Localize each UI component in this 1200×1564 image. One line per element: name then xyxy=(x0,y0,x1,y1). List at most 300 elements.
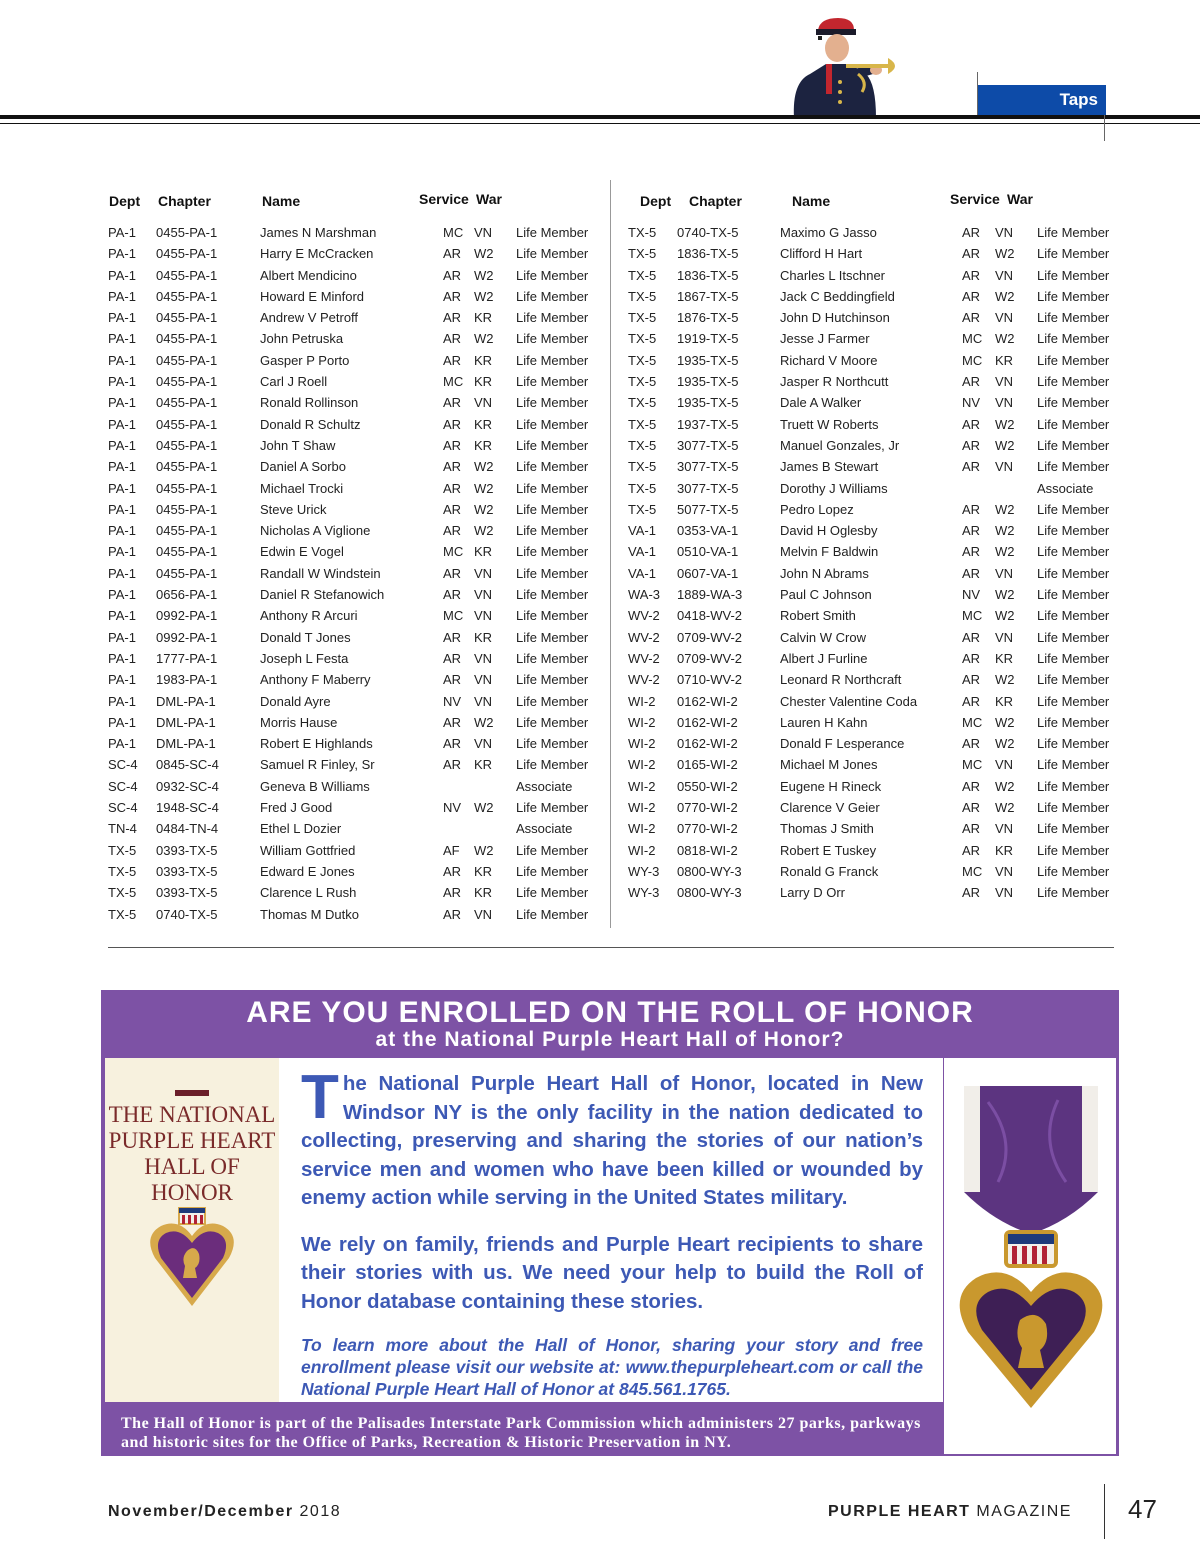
cell-dept: TX-5 xyxy=(628,374,657,390)
cell-chapter: 0484-TN-4 xyxy=(156,821,219,837)
cell-membership: Life Member xyxy=(516,863,589,879)
cell-chapter: 0393-TX-5 xyxy=(156,863,218,879)
bugler-icon xyxy=(780,12,905,118)
cell-war: KR xyxy=(995,650,1014,666)
table-row xyxy=(108,457,613,478)
header-dept: Dept xyxy=(109,193,141,209)
cell-dept: TX-5 xyxy=(628,310,657,326)
cell-name: John T Shaw xyxy=(260,437,336,453)
cell-membership: Life Member xyxy=(516,757,589,773)
cell-service: MC xyxy=(443,374,464,390)
cell-membership: Life Member xyxy=(516,374,589,390)
cell-chapter: 0455-PA-1 xyxy=(156,374,218,390)
cell-membership: Life Member xyxy=(516,906,589,922)
cell-name: Charles L Itschner xyxy=(780,267,886,283)
table-row xyxy=(628,436,1133,457)
cell-dept: WI-2 xyxy=(628,757,656,773)
cell-service: AR xyxy=(962,778,981,794)
cell-war: VN xyxy=(995,459,1014,475)
cell-war: VN xyxy=(995,310,1014,326)
cell-dept: PA-1 xyxy=(108,480,136,496)
cell-membership: Life Member xyxy=(1037,416,1110,432)
cell-war: VN xyxy=(995,629,1014,645)
cell-membership: Life Member xyxy=(516,736,589,752)
cell-dept: PA-1 xyxy=(108,608,136,624)
table-row xyxy=(108,606,613,627)
cell-dept: WI-2 xyxy=(628,714,656,730)
cell-dept: WI-2 xyxy=(628,821,656,837)
cell-membership: Life Member xyxy=(516,587,589,603)
cell-membership: Life Member xyxy=(516,523,589,539)
cell-chapter: 0418-WV-2 xyxy=(677,608,743,624)
cell-membership: Life Member xyxy=(516,331,589,347)
cell-name: Maximo G Jasso xyxy=(780,225,877,240)
cell-chapter: 1983-PA-1 xyxy=(156,672,218,688)
cell-chapter: 0992-PA-1 xyxy=(156,629,218,645)
table-row xyxy=(628,244,1133,265)
table-row xyxy=(108,883,613,904)
cell-chapter: 1777-PA-1 xyxy=(156,650,218,666)
cell-chapter: 0455-PA-1 xyxy=(156,331,218,347)
cell-war: W2 xyxy=(995,778,1015,794)
cell-name: Nicholas A Viglione xyxy=(260,523,371,539)
cell-chapter: 0162-WI-2 xyxy=(677,736,738,752)
table-row xyxy=(108,308,613,329)
cell-membership: Associate xyxy=(1037,480,1094,496)
cell-membership: Life Member xyxy=(1037,778,1110,794)
issue-date xyxy=(108,1503,341,1521)
cell-name: Jack C Beddingfield xyxy=(780,288,895,304)
cell-chapter: 0800-WY-3 xyxy=(677,863,742,879)
table-row xyxy=(108,819,613,840)
table-row xyxy=(108,585,613,606)
cell-name: Steve Urick xyxy=(260,501,327,517)
cell-war: KR xyxy=(995,352,1014,368)
header-service: Service xyxy=(419,191,469,207)
cell-service: MC xyxy=(962,714,983,730)
table-row xyxy=(108,479,613,500)
cell-chapter: 0455-PA-1 xyxy=(156,310,218,326)
cell-dept: PA-1 xyxy=(108,246,136,262)
cell-chapter: 0818-WI-2 xyxy=(677,842,738,858)
cell-dept: TX-5 xyxy=(628,416,657,432)
cell-war: W2 xyxy=(995,331,1015,347)
table-row xyxy=(628,628,1133,649)
cell-membership: Life Member xyxy=(516,288,589,304)
cell-dept: TX-5 xyxy=(628,331,657,347)
cell-chapter: 0710-WV-2 xyxy=(677,672,743,688)
cell-chapter: 0455-PA-1 xyxy=(156,480,218,496)
cell-dept: PA-1 xyxy=(108,501,136,517)
cell-dept: WI-2 xyxy=(628,778,656,794)
cell-service: AR xyxy=(962,501,981,517)
cell-chapter: 0393-TX-5 xyxy=(156,885,218,901)
table-bottom-rule xyxy=(108,947,1114,948)
cell-membership: Life Member xyxy=(516,480,589,496)
cell-service: AR xyxy=(443,480,462,496)
cell-name: Gasper P Porto xyxy=(260,352,350,368)
cell-service: AR xyxy=(443,885,462,901)
cell-service: AR xyxy=(962,565,981,581)
cell-chapter: DML-PA-1 xyxy=(156,714,216,730)
cell-membership: Life Member xyxy=(1037,736,1110,752)
table-row xyxy=(628,798,1133,819)
cell-membership: Life Member xyxy=(1037,587,1110,603)
cell-chapter: 0709-WV-2 xyxy=(677,629,743,645)
cell-dept: TX-5 xyxy=(108,842,137,858)
cell-membership: Life Member xyxy=(1037,565,1110,581)
cell-name: Clarence L Rush xyxy=(260,885,357,901)
cell-service: MC xyxy=(962,757,983,773)
cell-service: AR xyxy=(443,310,462,326)
cell-war: VN xyxy=(995,757,1014,773)
cell-membership: Life Member xyxy=(516,310,589,326)
cell-dept: VA-1 xyxy=(628,544,656,560)
cell-membership: Life Member xyxy=(516,437,589,453)
cell-chapter: 0607-VA-1 xyxy=(677,565,739,581)
table-row xyxy=(628,500,1133,521)
table-row xyxy=(108,244,613,265)
cell-war: W2 xyxy=(995,800,1015,816)
cell-service: AR xyxy=(962,374,981,390)
cell-war: KR xyxy=(474,352,493,368)
ad-paragraph-3: To learn more about the Hall of Honor, sharing your story and free enrollment please visit our website at: www.thepurpleheart.com or call the National Purple Heart Hall of Honor at 845.561.1765. xyxy=(301,1335,923,1399)
cell-war: KR xyxy=(474,310,493,326)
cell-dept: SC-4 xyxy=(108,757,138,773)
cell-service: NV xyxy=(443,800,462,816)
cell-dept: TX-5 xyxy=(628,267,657,283)
header-service: Service xyxy=(950,191,1000,207)
cell-chapter: 0455-PA-1 xyxy=(156,459,218,475)
cell-name: Fred J Good xyxy=(260,800,333,816)
cell-dept: PA-1 xyxy=(108,225,136,240)
cell-service: MC xyxy=(443,608,464,624)
cell-chapter: 1948-SC-4 xyxy=(156,800,219,816)
cell-war: W2 xyxy=(474,842,494,858)
magazine-name xyxy=(828,1503,1072,1521)
footer-divider xyxy=(1104,1484,1105,1539)
table-row xyxy=(108,564,613,585)
purple-heart-icon xyxy=(147,1206,237,1311)
cell-membership: Life Member xyxy=(1037,459,1110,475)
cell-war: KR xyxy=(474,416,493,432)
cell-membership: Life Member xyxy=(516,352,589,368)
table-row xyxy=(108,542,613,563)
cell-dept: WI-2 xyxy=(628,842,656,858)
cell-membership: Life Member xyxy=(516,608,589,624)
table-row xyxy=(628,670,1133,691)
table-row xyxy=(108,841,613,862)
cell-dept: PA-1 xyxy=(108,629,136,645)
table-row xyxy=(108,670,613,691)
table-row xyxy=(628,479,1133,500)
cell-war: VN xyxy=(474,225,493,240)
table-row xyxy=(628,308,1133,329)
cell-war: W2 xyxy=(474,288,494,304)
cell-membership: Life Member xyxy=(516,544,589,560)
cell-service: AR xyxy=(962,842,981,858)
magazine-name-bold: PURPLE HEART xyxy=(828,1503,971,1520)
cell-membership: Life Member xyxy=(1037,608,1110,624)
cell-service: AR xyxy=(443,246,462,262)
cell-name: Jasper R Northcutt xyxy=(780,374,889,390)
cell-war: W2 xyxy=(995,544,1015,560)
cell-chapter: 0510-VA-1 xyxy=(677,544,739,560)
table-row xyxy=(628,521,1133,542)
table-row xyxy=(108,521,613,542)
cell-war: VN xyxy=(474,395,493,411)
table-row xyxy=(628,329,1133,350)
cell-membership: Life Member xyxy=(1037,757,1110,773)
table-row xyxy=(628,692,1133,713)
table-header xyxy=(628,185,1133,223)
cell-dept: PA-1 xyxy=(108,352,136,368)
table-header xyxy=(108,185,613,223)
cell-chapter: 0393-TX-5 xyxy=(156,842,218,858)
cell-membership: Life Member xyxy=(1037,352,1110,368)
table-row xyxy=(628,564,1133,585)
cell-war: VN xyxy=(474,693,493,709)
cell-service: MC xyxy=(962,331,983,347)
header-rule xyxy=(0,115,1200,119)
cell-service: MC xyxy=(962,863,983,879)
cell-dept: WY-3 xyxy=(628,863,660,879)
cell-chapter: 1836-TX-5 xyxy=(677,267,739,283)
cell-war: VN xyxy=(995,225,1014,240)
header-chapter: Chapter xyxy=(689,193,742,209)
cell-name: Dale A Walker xyxy=(780,395,862,411)
cell-war: W2 xyxy=(474,523,494,539)
cell-name: Geneva B Williams xyxy=(260,778,370,794)
cell-dept: PA-1 xyxy=(108,288,136,304)
cell-war: KR xyxy=(474,629,493,645)
cell-service: AR xyxy=(443,757,462,773)
table-row xyxy=(108,734,613,755)
cell-chapter: 0455-PA-1 xyxy=(156,395,218,411)
cell-membership: Life Member xyxy=(516,225,589,240)
cell-war: W2 xyxy=(474,714,494,730)
cell-war: W2 xyxy=(995,523,1015,539)
cell-name: Edwin E Vogel xyxy=(260,544,344,560)
cell-service: AR xyxy=(443,629,462,645)
cell-war: VN xyxy=(474,587,493,603)
header-dept: Dept xyxy=(640,193,672,209)
cell-service: NV xyxy=(962,395,981,411)
cell-service: AR xyxy=(443,565,462,581)
table-row xyxy=(628,287,1133,308)
cell-dept: TX-5 xyxy=(628,480,657,496)
cell-service: AR xyxy=(962,800,981,816)
table-row xyxy=(108,692,613,713)
cell-name: Edward E Jones xyxy=(260,863,355,879)
purple-heart-medal-icon xyxy=(948,1082,1114,1414)
cell-dept: VA-1 xyxy=(628,565,656,581)
cell-membership: Life Member xyxy=(1037,310,1110,326)
table-row xyxy=(628,755,1133,776)
table-row xyxy=(628,415,1133,436)
cell-dept: WV-2 xyxy=(628,629,660,645)
cell-war: W2 xyxy=(995,416,1015,432)
cell-chapter: 0165-WI-2 xyxy=(677,757,738,773)
table-row xyxy=(108,266,613,287)
header-war: War xyxy=(1007,191,1033,207)
cell-membership: Life Member xyxy=(516,842,589,858)
cell-name: Clifford H Hart xyxy=(780,246,863,262)
cell-war: KR xyxy=(995,842,1014,858)
cell-service: AR xyxy=(962,523,981,539)
cell-dept: TX-5 xyxy=(628,437,657,453)
cell-membership: Associate xyxy=(516,778,573,794)
cell-war: VN xyxy=(474,608,493,624)
table-row xyxy=(108,329,613,350)
cell-dept: PA-1 xyxy=(108,267,136,283)
cell-war: W2 xyxy=(474,246,494,262)
cell-chapter: 1935-TX-5 xyxy=(677,395,739,411)
hall-of-honor-logo xyxy=(105,1058,279,1402)
cell-service: AR xyxy=(443,352,462,368)
header-divider-lower xyxy=(1104,115,1105,141)
cell-war: VN xyxy=(995,565,1014,581)
cell-chapter: 0740-TX-5 xyxy=(677,225,739,240)
cell-war: KR xyxy=(474,374,493,390)
cell-name: Donald R Schultz xyxy=(260,416,361,432)
cell-service: AR xyxy=(443,267,462,283)
cell-war: W2 xyxy=(995,608,1015,624)
cell-dept: PA-1 xyxy=(108,736,136,752)
table-row xyxy=(628,351,1133,372)
table-row xyxy=(628,372,1133,393)
table-row xyxy=(628,585,1133,606)
cell-chapter: 0845-SC-4 xyxy=(156,757,219,773)
ad-title: ARE YOU ENROLLED ON THE ROLL OF HONOR xyxy=(246,996,974,1029)
cell-war: W2 xyxy=(474,459,494,475)
cell-name: Albert Mendicino xyxy=(260,267,357,283)
cell-war: KR xyxy=(474,863,493,879)
cell-name: Lauren H Kahn xyxy=(780,714,868,730)
cell-chapter: 0455-PA-1 xyxy=(156,246,218,262)
cell-membership: Life Member xyxy=(516,714,589,730)
cell-dept: PA-1 xyxy=(108,714,136,730)
header-name: Name xyxy=(262,193,301,209)
cell-chapter: 0455-PA-1 xyxy=(156,352,218,368)
cell-war: W2 xyxy=(995,736,1015,752)
cell-name: Eugene H Rineck xyxy=(780,778,882,794)
cell-war: VN xyxy=(995,395,1014,411)
cell-war: VN xyxy=(474,672,493,688)
cell-war: VN xyxy=(995,267,1014,283)
table-row xyxy=(108,223,613,244)
cell-service: AR xyxy=(443,714,462,730)
cell-name: Robert E Tuskey xyxy=(780,842,877,858)
cell-membership: Life Member xyxy=(516,501,589,517)
cell-service: AR xyxy=(962,736,981,752)
taps-table-right xyxy=(628,185,1133,905)
cell-membership: Life Member xyxy=(1037,267,1110,283)
cell-dept: PA-1 xyxy=(108,374,136,390)
cell-service: AR xyxy=(443,437,462,453)
cell-membership: Life Member xyxy=(1037,693,1110,709)
cell-name: Michael Trocki xyxy=(260,480,344,496)
cell-chapter: 0800-WY-3 xyxy=(677,885,742,901)
cell-name: John Petruska xyxy=(260,331,344,347)
table-row xyxy=(628,542,1133,563)
cell-membership: Life Member xyxy=(1037,863,1110,879)
cell-name: James B Stewart xyxy=(780,459,879,475)
cell-name: Dorothy J Williams xyxy=(780,480,888,496)
cell-service: AR xyxy=(962,693,981,709)
drop-cap: T xyxy=(301,1063,339,1132)
cell-war: VN xyxy=(474,565,493,581)
table-row xyxy=(628,606,1133,627)
ad-subtitle: at the National Purple Heart Hall of Honor? xyxy=(375,1028,845,1051)
cell-name: Harry E McCracken xyxy=(260,246,374,262)
cell-war: W2 xyxy=(474,501,494,517)
cell-war: W2 xyxy=(995,288,1015,304)
cell-name: Manuel Gonzales, Jr xyxy=(780,437,900,453)
cell-chapter: 1867-TX-5 xyxy=(677,288,739,304)
cell-name: John D Hutchinson xyxy=(780,310,890,326)
cell-dept: WI-2 xyxy=(628,736,656,752)
cell-chapter: DML-PA-1 xyxy=(156,693,216,709)
cell-name: Thomas M Dutko xyxy=(260,906,359,922)
cell-name: Morris Hause xyxy=(260,714,338,730)
cell-service: AR xyxy=(962,246,981,262)
cell-war: W2 xyxy=(995,501,1015,517)
cell-war: KR xyxy=(474,437,493,453)
cell-war: VN xyxy=(995,821,1014,837)
table-row xyxy=(108,436,613,457)
cell-service: AR xyxy=(962,416,981,432)
cell-membership: Life Member xyxy=(516,650,589,666)
cell-chapter: 0455-PA-1 xyxy=(156,565,218,581)
cell-membership: Associate xyxy=(516,821,573,837)
cell-war: W2 xyxy=(995,672,1015,688)
cell-dept: PA-1 xyxy=(108,523,136,539)
cell-service: AR xyxy=(443,672,462,688)
table-row xyxy=(108,862,613,883)
cell-war: W2 xyxy=(995,437,1015,453)
cell-membership: Life Member xyxy=(516,267,589,283)
cell-membership: Life Member xyxy=(516,672,589,688)
cell-name: Paul C Johnson xyxy=(780,587,872,603)
table-row xyxy=(108,755,613,776)
table-row xyxy=(108,628,613,649)
cell-service: AR xyxy=(443,288,462,304)
cell-dept: PA-1 xyxy=(108,650,136,666)
cell-name: Donald F Lesperance xyxy=(780,736,905,752)
cell-service: NV xyxy=(962,587,981,603)
cell-membership: Life Member xyxy=(1037,800,1110,816)
cell-service: AR xyxy=(962,672,981,688)
cell-name: Thomas J Smith xyxy=(780,821,874,837)
cell-dept: WI-2 xyxy=(628,800,656,816)
cell-name: Joseph L Festa xyxy=(260,650,349,666)
roll-of-honor-ad xyxy=(101,990,1119,1456)
ad-paragraph-1 xyxy=(301,1063,923,1213)
cell-chapter: 3077-TX-5 xyxy=(677,459,739,475)
cell-service: AR xyxy=(962,267,981,283)
table-row xyxy=(628,841,1133,862)
cell-name: Michael M Jones xyxy=(780,757,878,773)
cell-dept: WV-2 xyxy=(628,672,660,688)
table-row xyxy=(108,351,613,372)
cell-service: AR xyxy=(962,650,981,666)
cell-membership: Life Member xyxy=(1037,842,1110,858)
cell-chapter: 0455-PA-1 xyxy=(156,225,218,240)
cell-war: W2 xyxy=(474,800,494,816)
cell-dept: PA-1 xyxy=(108,544,136,560)
cell-service: AF xyxy=(443,842,460,858)
